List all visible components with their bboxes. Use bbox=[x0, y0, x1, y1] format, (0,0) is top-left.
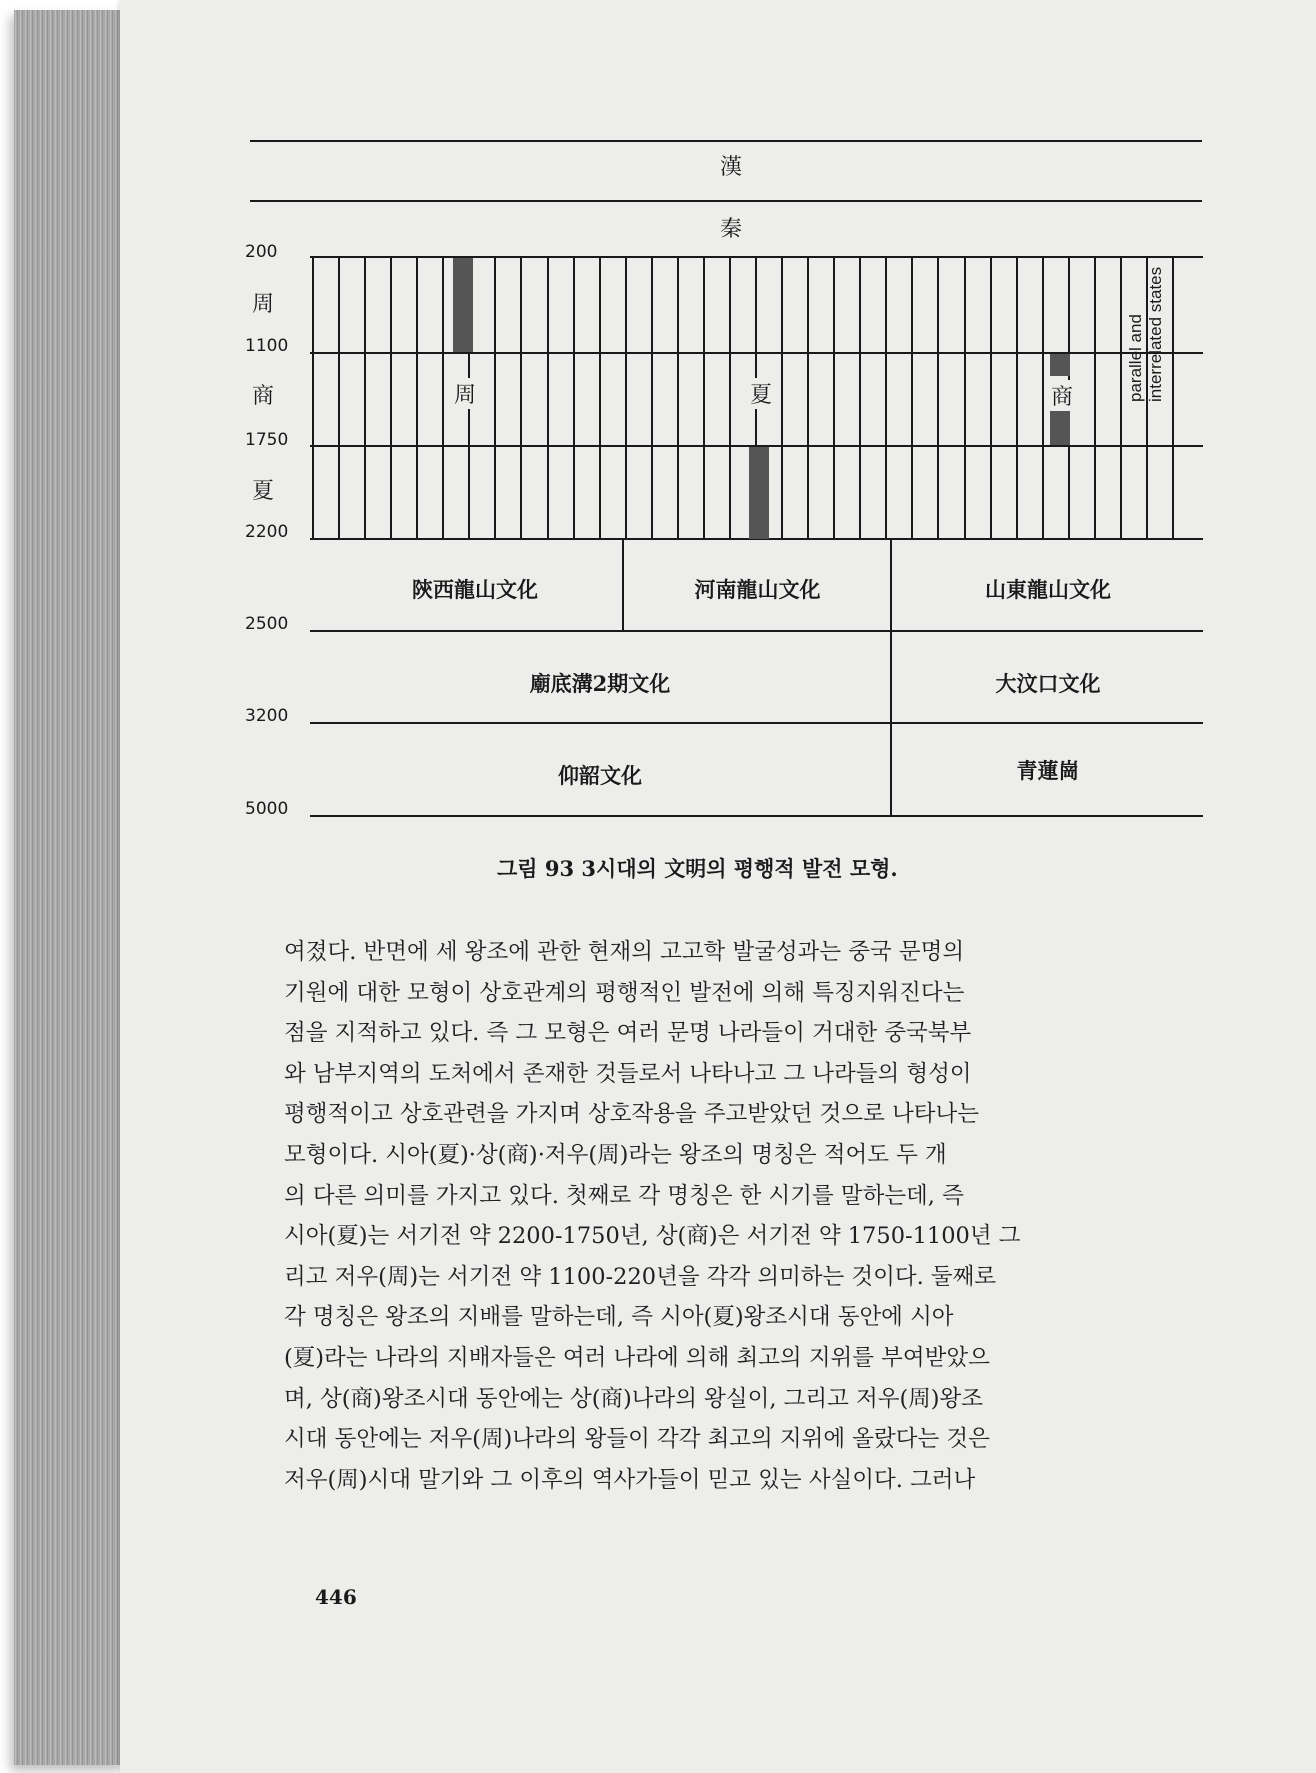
state-column-line bbox=[885, 258, 887, 539]
state-column-line bbox=[859, 258, 861, 539]
year-label: 1100 bbox=[245, 336, 289, 356]
state-column-line bbox=[338, 258, 340, 539]
culture-henan-longshan: 河南龍山文化 bbox=[694, 577, 821, 602]
culture-divider bbox=[890, 538, 892, 815]
state-column-line bbox=[1094, 258, 1096, 539]
state-column-line bbox=[416, 258, 418, 539]
body-text bbox=[284, 932, 1214, 1500]
state-column-line bbox=[911, 258, 913, 539]
culture-divider bbox=[622, 538, 624, 630]
state-column-line bbox=[807, 258, 809, 539]
shang-state-bar bbox=[1050, 354, 1070, 376]
state-column-line bbox=[494, 258, 496, 539]
state-column-line bbox=[1120, 258, 1122, 539]
state-column-line bbox=[1016, 258, 1018, 539]
state-column-line bbox=[312, 258, 314, 539]
state-column-line bbox=[781, 258, 783, 539]
state-column-line bbox=[937, 258, 939, 539]
figure-top-rule bbox=[250, 140, 1202, 142]
page-number: 446 bbox=[315, 1585, 357, 1609]
culture-yangshao: 仰韶文化 bbox=[558, 763, 642, 788]
text-line: 모형이다. 시아(夏)·상(商)·저우(周)라는 왕조의 명칭은 적어도 두 개 bbox=[284, 1141, 947, 1168]
dynasty-han-label: 漢 bbox=[720, 155, 743, 180]
text-line: 시대 동안에는 저우(周)나라의 왕들이 각각 최고의 지위에 올랐다는 것은 bbox=[284, 1426, 990, 1453]
state-label-shang: 商 bbox=[1049, 380, 1075, 411]
year-label: 5000 bbox=[245, 799, 289, 819]
text-line: 각 명칭은 왕조의 지배를 말하는데, 즉 시아(夏)왕조시대 동안에 시아 bbox=[284, 1304, 954, 1331]
text-line: 리고 저우(周)는 서기전 약 1100-220년을 각각 의미하는 것이다. 둘째로 bbox=[284, 1263, 997, 1290]
state-column-line bbox=[703, 258, 705, 539]
text-line: 와 남부지역의 도처에서 존재한 것들로서 나타나고 그 나라들의 형성이 bbox=[284, 1060, 972, 1087]
timeline-rule bbox=[310, 722, 1203, 724]
culture-dawenkou: 大汶口文化 bbox=[995, 671, 1101, 696]
shang-state-bar bbox=[1050, 410, 1070, 445]
text-line: 여졌다. 반면에 세 왕조에 관한 현재의 고고학 발굴성과는 중국 문명의 bbox=[284, 939, 965, 965]
year-label: 200 bbox=[245, 242, 278, 262]
book-page-edge bbox=[14, 10, 124, 1765]
side-note bbox=[1126, 222, 1186, 402]
culture-miaodigou: 廟底溝2期文化 bbox=[529, 671, 671, 696]
period-label-shang: 商 bbox=[252, 384, 275, 409]
year-label: 1750 bbox=[245, 430, 289, 450]
text-line: 의 다른 의미를 가지고 있다. 첫째로 각 명칭은 한 시기를 말하는데, 즉 bbox=[284, 1182, 964, 1209]
state-column-line bbox=[625, 258, 627, 539]
text-line: 며, 상(商)왕조시대 동안에는 상(商)나라의 왕실이, 그리고 저우(周)왕조 bbox=[284, 1385, 984, 1412]
zhou-state-bar bbox=[453, 258, 473, 352]
culture-shandong-longshan: 山東龍山文化 bbox=[985, 577, 1111, 602]
text-line: 점을 지적하고 있다. 즉 그 모형은 여러 문명 나라들이 거대한 중국북부 bbox=[284, 1020, 972, 1047]
text-line: 평행적이고 상호관련을 가지며 상호작용을 주고받았던 것으로 나타나는 bbox=[284, 1101, 979, 1128]
state-column-line bbox=[390, 258, 392, 539]
text-line: (夏)라는 나라의 지배자들은 여러 나라에 의해 최고의 지위를 부여받았으 bbox=[284, 1344, 990, 1371]
side-note-line: interrelated states bbox=[1146, 266, 1165, 402]
state-column-line bbox=[547, 258, 549, 539]
year-label: 3200 bbox=[245, 706, 289, 726]
figure-rule bbox=[250, 200, 1202, 202]
state-column-line bbox=[677, 258, 679, 539]
state-column-line bbox=[833, 258, 835, 539]
state-column-line bbox=[729, 258, 731, 539]
culture-qinglian-gang: 青蓮崗 bbox=[1016, 758, 1080, 783]
state-column-line bbox=[651, 258, 653, 539]
state-column-line bbox=[364, 258, 366, 539]
figure-caption: 그림 93 3시대의 文明의 평행적 발전 모형. bbox=[497, 856, 898, 881]
state-column-line bbox=[442, 258, 444, 539]
state-label-xia: 夏 bbox=[748, 378, 774, 409]
state-column-line bbox=[1042, 258, 1044, 539]
side-note-line: parallel and bbox=[1126, 314, 1145, 402]
text-line: 기원에 대한 모형이 상호관계의 평행적인 발전에 의해 특징지워진다는 bbox=[284, 979, 965, 1006]
year-label: 2500 bbox=[245, 614, 289, 634]
culture-shaanxi-longshan: 陝西龍山文化 bbox=[412, 577, 538, 602]
state-column-line bbox=[573, 258, 575, 539]
state-label-zhou: 周 bbox=[452, 378, 478, 409]
state-column-line bbox=[599, 258, 601, 539]
text-line: 저우(周)시대 말기와 그 이후의 역사가들이 믿고 있는 사실이다. 그러나 bbox=[284, 1466, 976, 1493]
year-label: 2200 bbox=[245, 522, 289, 542]
dynasty-qin-label: 秦 bbox=[720, 217, 743, 242]
state-column-line bbox=[964, 258, 966, 539]
period-label-zhou: 周 bbox=[252, 292, 275, 317]
xia-state-bar bbox=[749, 447, 769, 539]
timeline-rule bbox=[310, 815, 1203, 817]
period-label-xia: 夏 bbox=[252, 479, 275, 504]
timeline-rule bbox=[310, 630, 1203, 632]
text-line: 시아(夏)는 서기전 약 2200-1750년, 상(商)은 서기전 약 1750-1100년 그 bbox=[284, 1223, 1021, 1250]
state-column-line bbox=[520, 258, 522, 539]
state-column-line bbox=[990, 258, 992, 539]
